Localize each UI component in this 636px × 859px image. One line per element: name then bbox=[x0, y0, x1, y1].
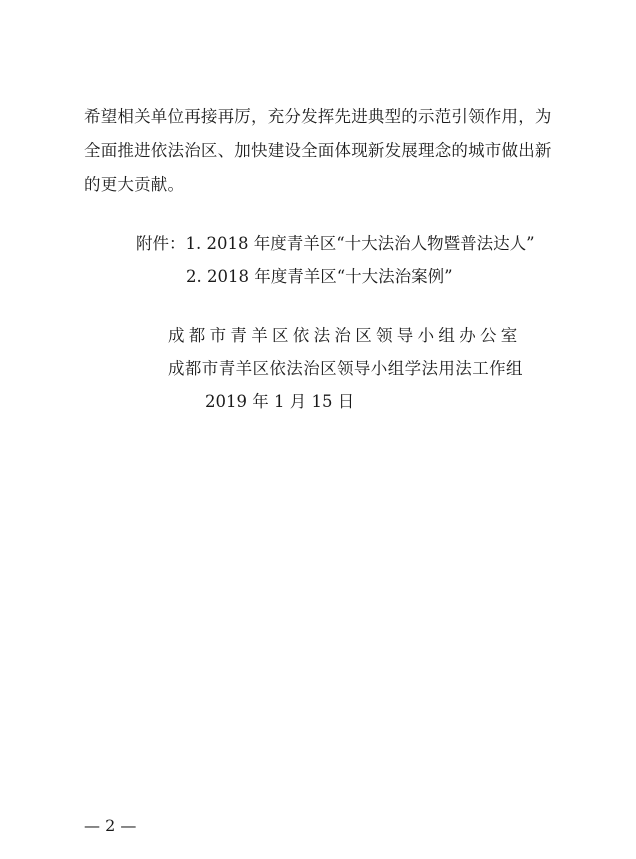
attachment-line-2: 2. 2018 年度青羊区“十大法治案例” bbox=[186, 267, 453, 286]
body-line-2: 全面推进依法治区、加快建设全面体现新发展理念的城市做出新 bbox=[84, 141, 552, 160]
body-line-1: 希望相关单位再接再厉，充分发挥先进典型的示范引领作用，为 bbox=[84, 107, 552, 126]
signature-org-1: 成都市青羊区依法治区领导小组办公室 bbox=[168, 326, 522, 345]
signature-org-2: 成都市青羊区依法治区领导小组学法用法工作组 bbox=[168, 359, 523, 378]
page-number: — 2 — bbox=[84, 816, 137, 835]
signature-date: 2019 年 1 月 15 日 bbox=[205, 392, 355, 411]
body-line-3: 的更大贡献。 bbox=[84, 175, 185, 194]
attachment-line-1: 附件：1. 2018 年度青羊区“十大法治人物暨普法达人” bbox=[136, 234, 535, 253]
